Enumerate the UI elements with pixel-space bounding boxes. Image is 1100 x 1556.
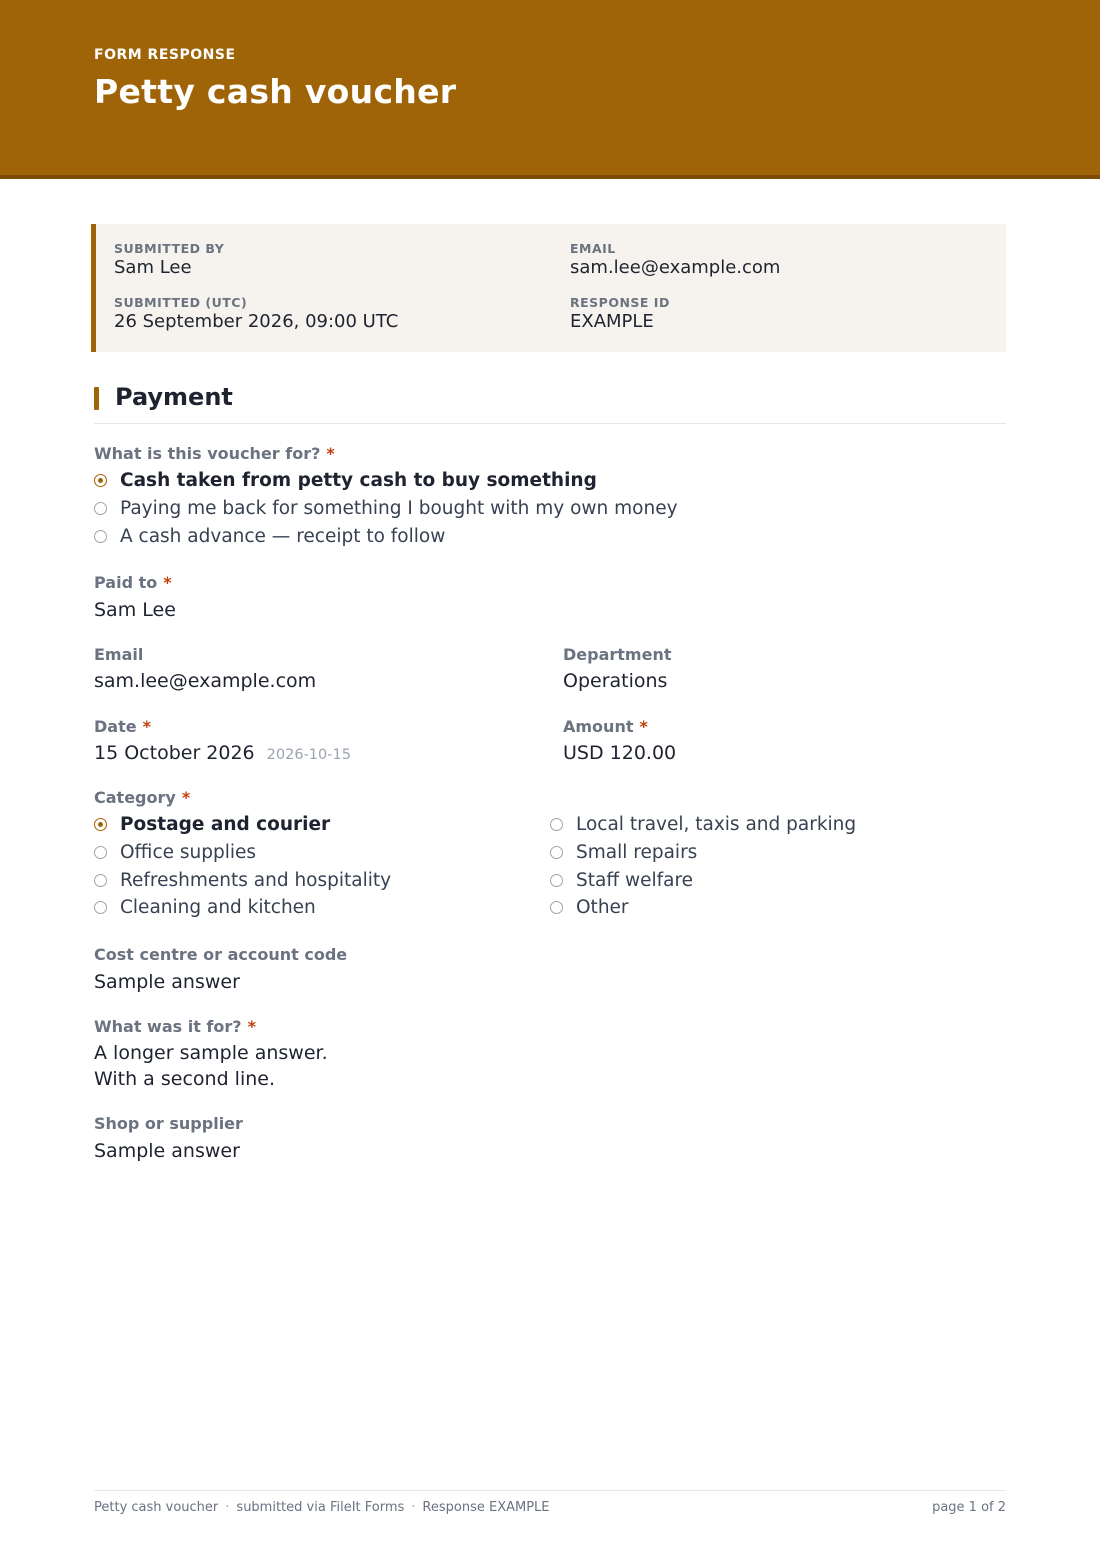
- option-label: Local travel, taxis and parking: [576, 814, 857, 835]
- meta-email: [570, 241, 780, 278]
- date-iso-hint: 2026-10-15: [266, 747, 351, 763]
- header-banner: [0, 0, 1100, 179]
- department-label: Department: [563, 645, 672, 664]
- option-label: Office supplies: [120, 842, 257, 863]
- field-label-text: Amount: [563, 717, 634, 736]
- field-label-text: Paid to: [94, 573, 158, 592]
- meta-label: SUBMITTED (UTC): [114, 295, 248, 310]
- cost-centre-value: Sample answer: [94, 971, 240, 993]
- date-value: [94, 742, 351, 764]
- form-response-eyebrow: FORM RESPONSE: [94, 47, 236, 63]
- option-label: A cash advance — receipt to follow: [120, 526, 446, 547]
- page-title: Petty cash voucher: [94, 72, 457, 111]
- meta-label: RESPONSE ID: [570, 295, 670, 310]
- meta-label: EMAIL: [570, 241, 616, 256]
- required-marker: *: [181, 788, 191, 807]
- amount-label: [563, 717, 648, 736]
- meta-value: 26 September 2026, 09:00 UTC: [114, 311, 399, 332]
- footer-separator: ·: [225, 1500, 230, 1515]
- field-label-text: What was it for?: [94, 1017, 242, 1036]
- meta-value: Sam Lee: [114, 257, 192, 278]
- radio-empty-icon: [550, 818, 563, 831]
- radio-empty-icon: [550, 901, 563, 914]
- voucher-for-label: [94, 444, 335, 463]
- section-title: Payment: [115, 383, 233, 411]
- radio-selected-icon: [94, 818, 107, 831]
- meta-value: sam.lee@example.com: [570, 257, 781, 278]
- page-footer: [94, 1490, 1006, 1521]
- meta-response-id: [570, 295, 670, 332]
- date-display: 15 October 2026: [94, 742, 255, 764]
- option-label: Staff welfare: [576, 870, 694, 891]
- email-label: Email: [94, 645, 144, 664]
- radio-empty-icon: [550, 874, 563, 887]
- submission-meta-panel: [91, 224, 1006, 352]
- radio-empty-icon: [94, 530, 107, 543]
- radio-empty-icon: [94, 901, 107, 914]
- radio-empty-icon: [94, 502, 107, 515]
- option-label: Cash taken from petty cash to buy something: [120, 470, 597, 491]
- department-value: Operations: [563, 670, 668, 692]
- required-marker: *: [639, 717, 648, 736]
- cost-centre-label: Cost centre or account code: [94, 945, 348, 964]
- footer-response: Response EXAMPLE: [422, 1500, 550, 1515]
- option-label: Paying me back for something I bought with my own money: [120, 498, 678, 519]
- supplier-value: Sample answer: [94, 1140, 240, 1162]
- meta-label: SUBMITTED BY: [114, 241, 225, 256]
- footer-info: [94, 1500, 550, 1515]
- paid-to-label: [94, 573, 172, 592]
- what-for-value-line-1: A longer sample answer.: [94, 1042, 328, 1064]
- page-number: page 1 of 2: [932, 1500, 1006, 1515]
- meta-value: EXAMPLE: [570, 311, 654, 332]
- section-accent-bar: [94, 387, 99, 410]
- paid-to-value: Sam Lee: [94, 599, 176, 621]
- field-label-text: What is this voucher for?: [94, 444, 321, 463]
- section-heading-payment: [94, 383, 1006, 424]
- meta-submitted-by: [114, 241, 224, 278]
- radio-empty-icon: [94, 874, 107, 887]
- required-marker: *: [163, 573, 172, 592]
- what-for-label: [94, 1017, 256, 1036]
- option-label: Refreshments and hospitality: [120, 870, 392, 891]
- meta-submitted-utc: [114, 295, 398, 332]
- radio-selected-icon: [94, 474, 107, 487]
- required-marker: *: [247, 1017, 256, 1036]
- option-label: Cleaning and kitchen: [120, 897, 316, 918]
- date-label: [94, 717, 151, 736]
- radio-empty-icon: [550, 846, 563, 859]
- option-label: Postage and courier: [120, 814, 331, 835]
- amount-value: USD 120.00: [563, 742, 677, 764]
- option-label: Small repairs: [576, 842, 698, 863]
- option-label: Other: [576, 897, 629, 918]
- field-label-text: Category: [94, 788, 176, 807]
- what-for-value-line-2: With a second line.: [94, 1068, 275, 1090]
- category-label: [94, 788, 190, 807]
- field-label-text: Date: [94, 717, 137, 736]
- footer-separator: ·: [411, 1500, 416, 1515]
- radio-empty-icon: [94, 846, 107, 859]
- footer-via: submitted via FileIt Forms: [236, 1500, 405, 1515]
- supplier-label: Shop or supplier: [94, 1114, 243, 1133]
- footer-form-name: Petty cash voucher: [94, 1500, 219, 1515]
- required-marker: *: [142, 717, 151, 736]
- required-marker: *: [326, 444, 335, 463]
- email-value: sam.lee@example.com: [94, 670, 317, 692]
